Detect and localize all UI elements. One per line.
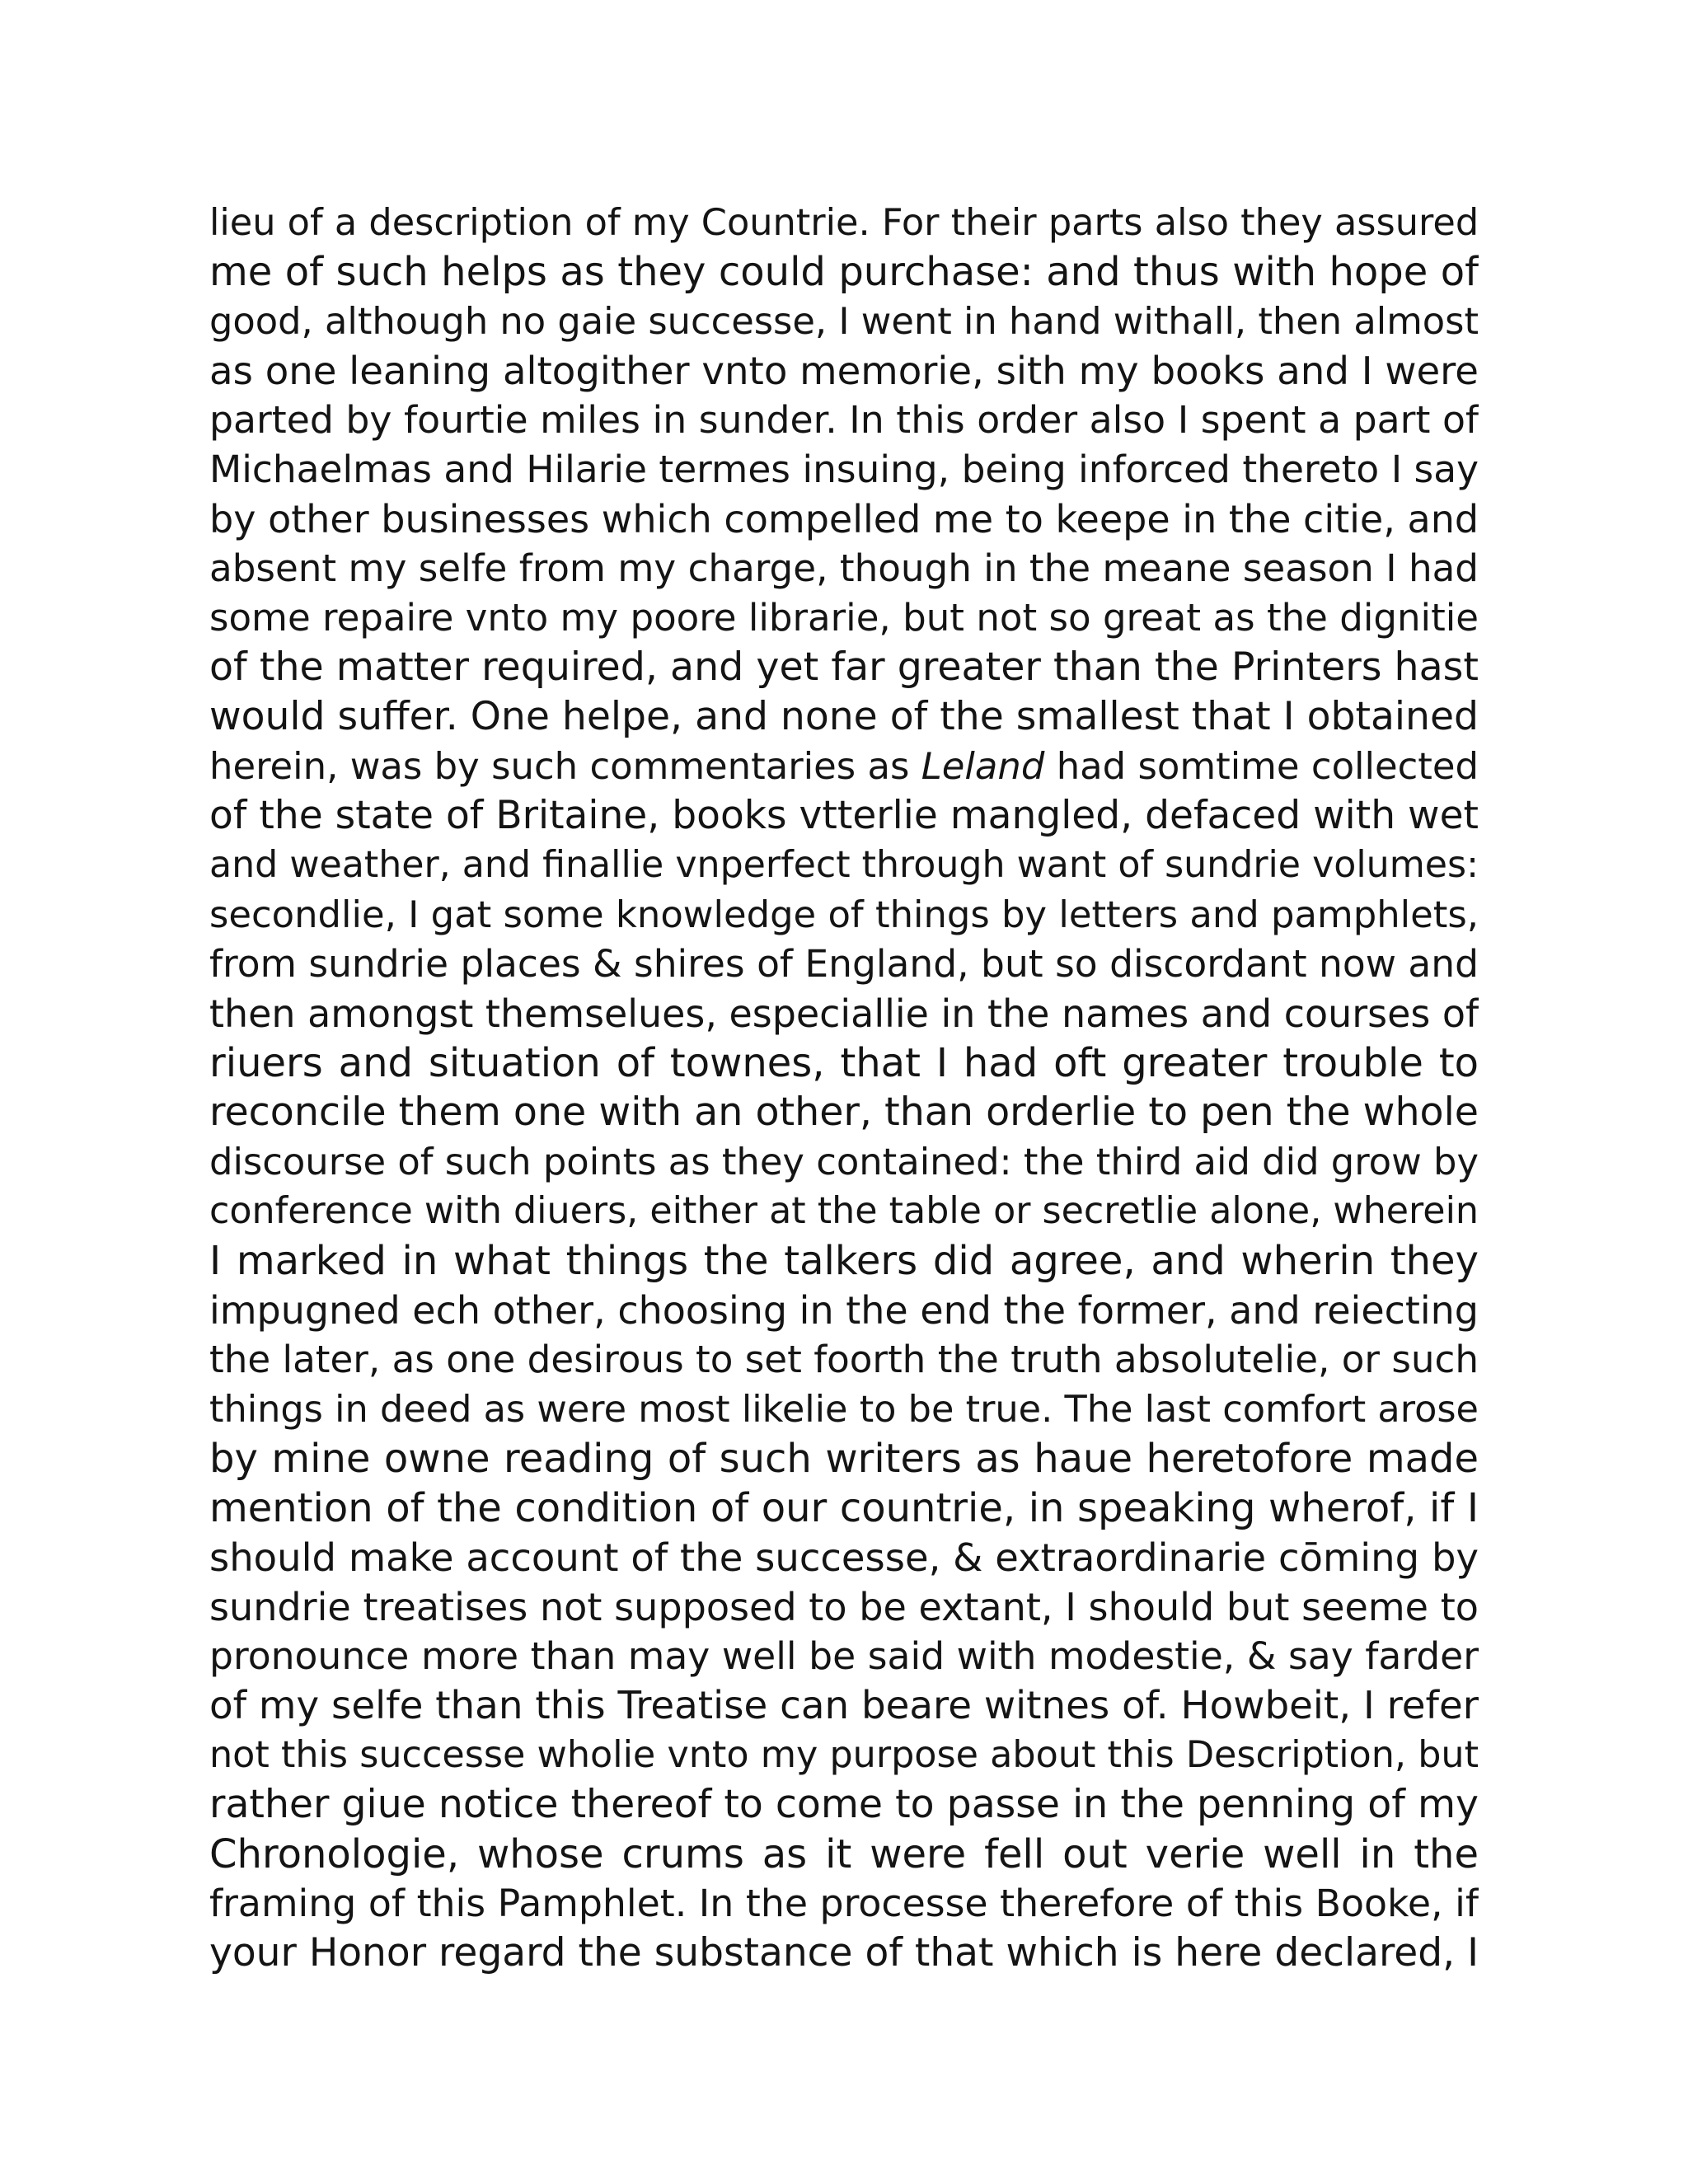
text-line: as one leaning altogither vnto memorie, sith my books and I were (209, 349, 1479, 393)
text-line: reconcile them one with an other, than orderlie to pen the whole (209, 1090, 1479, 1135)
text-line: should make account of the successe, & extraordinarie cōming by (209, 1535, 1479, 1580)
text-line: the later, as one desirous to set foorth the truth absolutelie, or such (209, 1338, 1479, 1381)
text-line: parted by fourtie miles in sunder. In this order also I spent a part of (209, 398, 1479, 442)
text-segment: had somtime collected (1044, 744, 1479, 788)
text-line: good, although no gaie successe, I went in hand withall, then almost (209, 299, 1479, 343)
text-line (209, 742, 1479, 791)
body-text (209, 198, 1479, 1978)
text-line: absent my selfe from my charge, though in the meane season I had (209, 546, 1479, 590)
text-line: discourse of such points as they contained: the third aid did grow by (209, 1140, 1479, 1183)
text-line: would suffer. One helpe, and none of the smallest that I obtained (209, 694, 1479, 739)
text-segment: herein, was by such commentaries as (209, 744, 921, 788)
text-line: sundrie treatises not supposed to be extant, I should but seeme to (209, 1585, 1479, 1629)
text-line: by mine owne reading of such writers as haue heretofore made (209, 1436, 1479, 1482)
text-line: of the state of Britaine, books vtterlie mangled, defaced with wet (209, 793, 1479, 838)
text-line: Chronologie, whose crums as it were fell out verie well in the (209, 1831, 1479, 1877)
text-line: things in deed as were most likelie to be true. The last comfort arose (209, 1388, 1479, 1431)
text-line: I marked in what things the talkers did agree, and wherin they (209, 1238, 1479, 1284)
text-line: your Honor regard the substance of that which is here declared, I (209, 1930, 1479, 1975)
text-line: impugned ech other, choosing in the end the former, and reiecting (209, 1288, 1479, 1333)
text-line: me of such helps as they could purchase: and thus with hope of (209, 249, 1479, 295)
text-line: some repaire vnto my poore librarie, but not so great as the dignitie (209, 596, 1479, 640)
text-line: by other businesses which compelled me to keepe in the citie, and (209, 497, 1479, 541)
text-line: conference with diuers, either at the table or secretlie alone, wherein (209, 1190, 1479, 1232)
text-line: Michaelmas and Hilarie termes insuing, being inforced thereto I say (209, 448, 1479, 491)
text-line: riuers and situation of townes, that I had oft greater trouble to (209, 1040, 1479, 1086)
text-line: from sundrie places & shires of England, but so discordant now and (209, 942, 1479, 986)
text-line: secondlie, I gat some knowledge of things by letters and pamphlets, (209, 893, 1479, 936)
text-line: of my selfe than this Treatise can beare witnes of. Howbeit, I refer (209, 1684, 1479, 1728)
italic-name-leland: Leland (921, 744, 1045, 788)
text-line: framing of this Pamphlet. In the processe therefore of this Booke, if (209, 1882, 1479, 1925)
text-line: then amongst themselues, especiallie in the names and courses of (209, 991, 1479, 1036)
text-line: lieu of a description of my Countrie. For their parts also they assured (209, 201, 1479, 244)
text-line: and weather, and finallie vnperfect through want of sundrie volumes: (209, 844, 1479, 886)
text-line: mention of the condition of our countrie, in speaking wherof, if I (209, 1485, 1479, 1531)
text-line: of the matter required, and yet far greater than the Printers hast (209, 644, 1479, 690)
text-line: pronounce more than may well be said with modestie, & say farder (209, 1634, 1479, 1678)
text-line: rather giue notice thereof to come to passe in the penning of my (209, 1782, 1479, 1827)
text-line: not this successe wholie vnto my purpose about this Description, but (209, 1734, 1479, 1776)
